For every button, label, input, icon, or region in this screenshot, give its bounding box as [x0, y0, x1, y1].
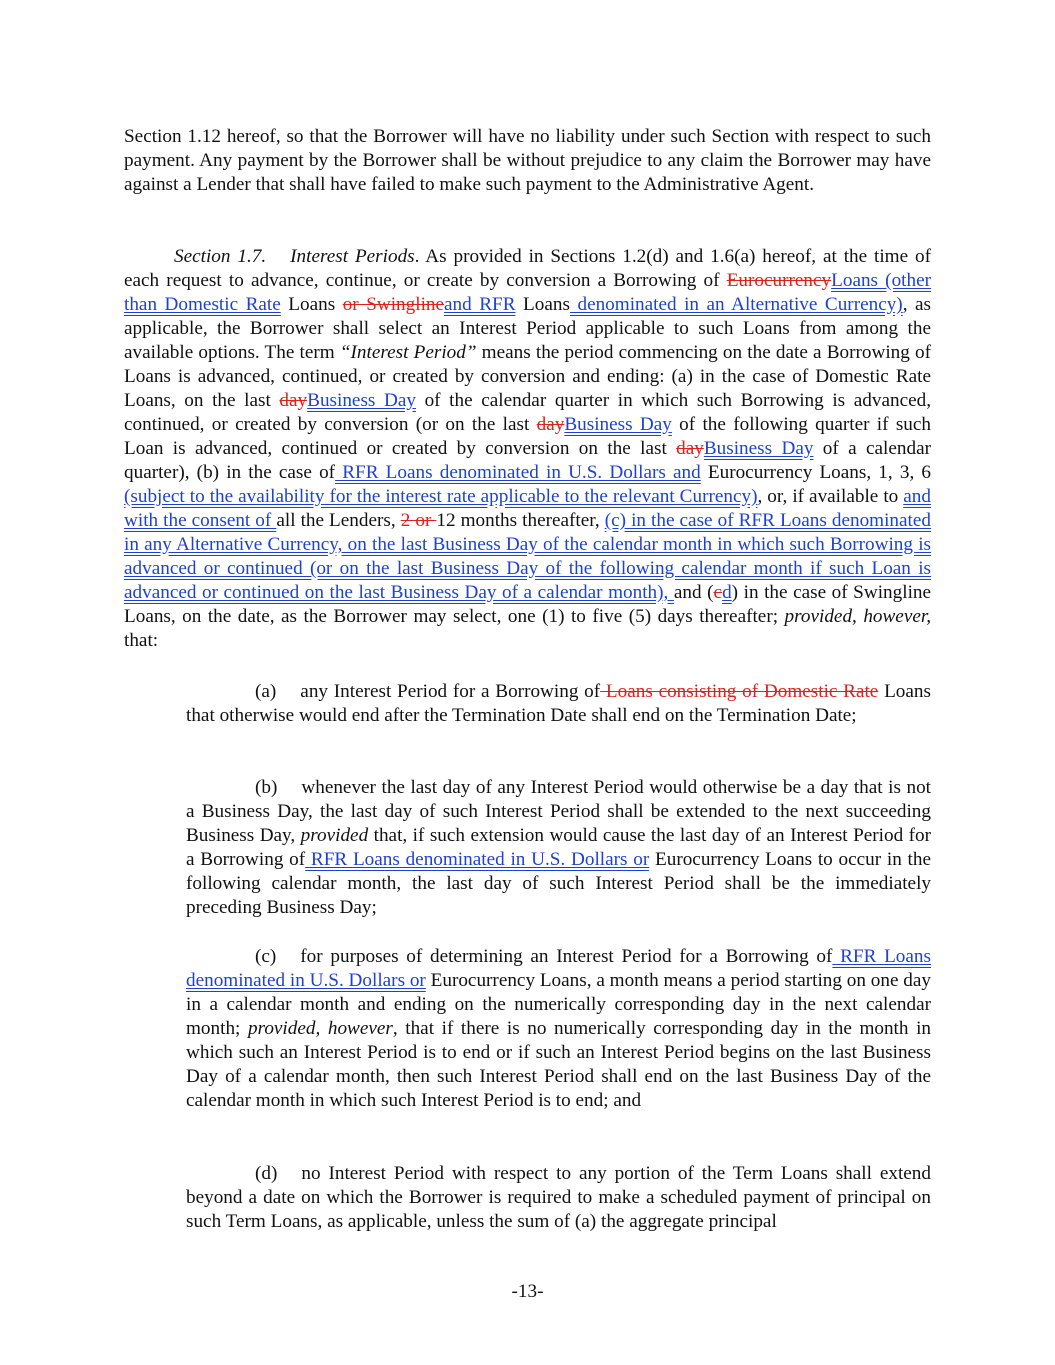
- text-run: of a calendar quarter), (b) in the case of: [124, 438, 932, 483]
- insertion: (subject to the availability for the interest rate applicable to the relevant Currency): [124, 486, 758, 507]
- text-run: Section 1.12 hereof, so that the Borrower will have no liability under such Section with respect to such payment. Any payment by the Borrower shall be without prejudice to any claim the Borrower may have against a Lender that shall have failed to make such payment to the Administrative Agent.: [124, 126, 931, 195]
- text-run: ) in the case of Swingline Loans, on the date, as the Borrower may select, one (1) to five (5) days thereafter;: [124, 582, 932, 627]
- deletion: Loans consisting of Domestic Rate: [600, 681, 879, 702]
- text-run: Loans: [280, 294, 343, 315]
- page-number: -13-: [511, 1281, 544, 1302]
- deletion: day: [676, 438, 704, 459]
- text-run: 12 months thereafter,: [436, 510, 605, 531]
- insertion: RFR Loans denominated in U.S. Dollars or: [305, 849, 650, 870]
- emphasis: provided: [300, 825, 369, 846]
- defined-term: “Interest Period”: [339, 342, 477, 363]
- emphasis: provided, however: [247, 1018, 393, 1039]
- deletion: day: [279, 390, 308, 411]
- text-run: whenever the last day of any Interest Period would otherwise be a day that is not a Business Day, the last day of such Interest Period shall be extended to the next succeeding Business Day,: [186, 777, 931, 846]
- text-run: and (: [673, 582, 714, 603]
- text-run: of the calendar quarter in which such Borrowing is advanced, continued, or created by conversion (or on the last: [124, 390, 932, 435]
- text-run: . As provided in Sections 1.2(d) and 1.6(a) hereof, at the time of each request to advance, continue, or create by conversion a Borrowing of: [124, 246, 931, 291]
- text-run: no Interest Period with respect to any portion of the Term Loans shall extend beyond a date on which the Borrower is required to make a scheduled payment of principal on such Term Loans, as applicable, unless the sum of (a) the aggregate principal: [186, 1163, 931, 1232]
- clause-b: [186, 776, 931, 920]
- clause-label: (b): [255, 777, 278, 798]
- clause-label: (c): [255, 946, 277, 967]
- deletion: Eurocurrency: [726, 270, 832, 291]
- deletion: or Swingline: [342, 294, 445, 315]
- insertion: d: [722, 582, 732, 603]
- insertion: and RFR: [444, 294, 516, 315]
- text-run: , that if there is no numerically corresponding day in the month in which such an Interest Period is to end or if such an Interest Period begins on the last Business Day of a calendar month, then such Interest Period shall end on the last Business Day of the calendar month in which such Interest Period is to end; and: [186, 1018, 931, 1111]
- clause-a: [186, 680, 931, 728]
- text-run: Eurocurrency Loans, a month means a period starting on one day in a calendar month and ending on the numerically corresponding day in the next calendar month;: [186, 970, 931, 1039]
- text-run: that, if such extension would cause the last day of an Interest Period for a Borrowing of: [186, 825, 931, 870]
- text-run: , as applicable, the Borrower shall select an Interest Period applicable to such Loans from among the available options. The term: [124, 294, 931, 363]
- insertion: RFR Loans denominated in U.S. Dollars and: [335, 462, 701, 483]
- section-heading: Section 1.7.: [174, 246, 267, 267]
- section-title: Interest Periods: [290, 246, 415, 267]
- deletion: 2 or: [400, 510, 437, 531]
- text-run: of the following quarter if such Loan is advanced, continued or created by conversion on the last: [124, 414, 931, 459]
- insertion: RFR Loans denominated in U.S. Dollars or: [186, 946, 931, 991]
- insertion: Business Day: [307, 390, 416, 411]
- insertion: Business Day: [564, 414, 672, 435]
- insertion: Loans (other than Domestic Rate: [124, 270, 931, 315]
- clause-label: (a): [255, 681, 277, 702]
- insertion: and with the consent of: [124, 486, 931, 531]
- deletion: c: [713, 582, 723, 603]
- clause-label: (d): [255, 1163, 278, 1184]
- insertion: denominated in an Alternative Currency): [569, 294, 903, 315]
- text-run: all the Lenders,: [276, 510, 401, 531]
- section-1-7-paragraph: [124, 245, 931, 653]
- text-run: Loans that otherwise would end after the Termination Date shall end on the Termination Date;: [186, 681, 931, 726]
- clause-d: [186, 1162, 931, 1234]
- text-run: that:: [124, 630, 159, 651]
- text-run: any Interest Period for a Borrowing of: [300, 681, 601, 702]
- insertion: Business Day: [703, 438, 814, 459]
- insertion: (c) in the case of RFR Loans denominated in any Alternative Currency, on the last Business Day of the calendar month in which such Borrowing is advanced or continued (or on the last Business Day of the following calendar month if such Loan is advanced or continued on the last Business Day of a calendar month),: [124, 510, 931, 603]
- text-run: Loans: [515, 294, 570, 315]
- clause-c: [186, 945, 931, 1113]
- deletion: day: [536, 414, 565, 435]
- paragraph-carryover: [124, 125, 931, 197]
- text-run: for purposes of determining an Interest Period for a Borrowing of: [300, 946, 833, 967]
- text-run: Eurocurrency Loans to occur in the following calendar month, the last day of such Interest Period shall be the immediately preceding Business Day;: [186, 849, 931, 918]
- text-run: means the period commencing on the date a Borrowing of Loans is advanced, continued, or created by conversion and ending: (a) in the case of Domestic Rate Loans, on the last: [124, 342, 931, 411]
- text-run: Eurocurrency Loans, 1, 3, 6: [700, 462, 931, 483]
- text-run: , or, if available to: [757, 486, 904, 507]
- proviso: provided, however,: [784, 606, 931, 627]
